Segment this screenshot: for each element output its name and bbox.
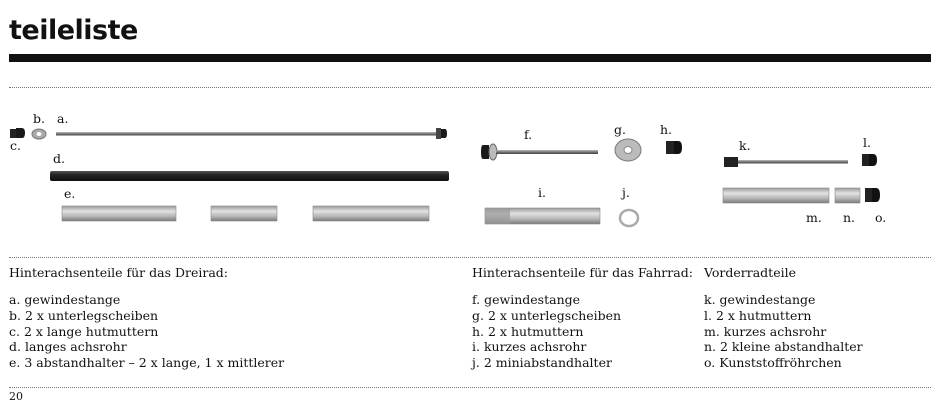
label-i: i.	[538, 185, 546, 200]
heading-dreirad: Hinterachsenteile für das Dreirad:	[9, 265, 229, 280]
list-item: g. 2 x unterlegscheiben	[472, 307, 622, 323]
part-n-small-spacer	[835, 188, 860, 203]
list-item: f. gewindestange	[472, 292, 581, 307]
list-item: b. 2 x unterlegscheiben	[9, 307, 159, 323]
part-o-plastic-tube	[865, 188, 880, 202]
part-l-cap-nut	[862, 154, 877, 166]
list-item: d. langes achsrohr	[9, 339, 127, 355]
part-b-washer	[32, 129, 46, 139]
label-h: h.	[660, 122, 673, 137]
part-d-long-axle-tube	[50, 171, 449, 181]
label-f: f.	[524, 127, 533, 142]
part-h-cap-nut	[666, 141, 682, 154]
list-item: k. gewindestange	[704, 292, 816, 307]
list-item: j. 2 miniabstandhalter	[472, 355, 612, 371]
part-e-spacers	[62, 206, 429, 221]
part-a-threaded-rod	[56, 128, 447, 139]
list-vorderrad	[704, 292, 863, 371]
list-item: e. 3 abstandhalter – 2 x lange, 1 x mittlerer	[9, 355, 285, 371]
label-l: l.	[863, 135, 871, 150]
label-c: c.	[10, 138, 21, 153]
dotted-divider-bottom	[9, 387, 931, 388]
label-e: e.	[64, 186, 76, 201]
part-m-short-axle-tube	[723, 188, 829, 203]
list-item: a. gewindestange	[9, 292, 121, 307]
list-fahrrad	[472, 292, 621, 371]
list-item: l. 2 x hutmuttern	[704, 307, 812, 323]
part-f-threaded-rod	[481, 144, 598, 160]
list-item: n. 2 kleine abstandhalter	[704, 339, 863, 355]
part-g-washer	[615, 139, 641, 161]
part-i-short-axle-tube	[485, 208, 600, 224]
label-m: m.	[806, 210, 822, 225]
heading-vorderrad: Vorderradteile	[704, 265, 796, 280]
list-item: o. Kunststoffröhrchen	[704, 355, 842, 371]
heading-fahrrad: Hinterachsenteile für das Fahrrad:	[472, 265, 693, 280]
label-b: b.	[33, 111, 45, 126]
list-item: m. kurzes achsrohr	[704, 323, 827, 339]
part-k-threaded-rod	[724, 157, 848, 167]
list-dreirad	[9, 292, 284, 371]
label-n: n.	[843, 210, 856, 225]
list-item: c. 2 x lange hutmuttern	[9, 323, 159, 339]
label-a: a.	[57, 111, 69, 126]
part-j-mini-spacer	[620, 210, 638, 226]
label-g: g.	[614, 122, 626, 137]
list-item: i. kurzes achsrohr	[472, 339, 587, 355]
label-o: o.	[875, 210, 887, 225]
page-title: teileliste	[9, 15, 138, 46]
label-d: d.	[53, 151, 65, 166]
label-j: j.	[622, 185, 630, 200]
part-c-cap-nut	[10, 128, 25, 138]
page-number: 20	[9, 390, 23, 403]
label-k: k.	[739, 138, 751, 153]
list-item: h. 2 x hutmuttern	[472, 323, 584, 339]
